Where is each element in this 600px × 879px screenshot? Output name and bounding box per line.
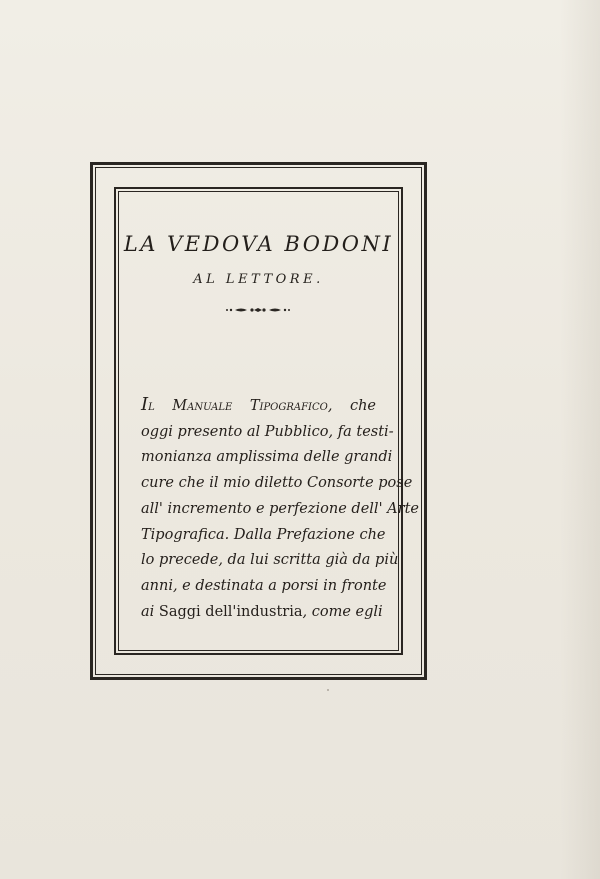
text-line-5: all' incremento e perfezione dell' Arte [141, 500, 419, 517]
text-line-7: lo precede, da lui scritta già da più [141, 552, 399, 569]
text-line-2: oggi presento al Pubblico, fa testi- [141, 423, 394, 440]
text-line-9-end: , come egli [302, 603, 383, 620]
body-paragraph [141, 392, 419, 625]
saggi-roman-text: Saggi dell'industria [158, 603, 303, 620]
text-line-9 [141, 600, 383, 626]
text-line-8: anni, e destinata a porsi in fronte [141, 577, 387, 594]
fleuron-ornament-icon [223, 304, 293, 316]
initial-letter: I [141, 394, 149, 415]
text-line-1-end: , che [327, 398, 376, 414]
page-title: LA VEDOVA BODONI [123, 232, 394, 256]
page-subtitle: AL LETTORE. [193, 272, 324, 287]
text-line-3: monianza amplissima delle grandi [141, 449, 393, 466]
text-line-1 [141, 392, 376, 420]
manual-title-smallcaps: l Manuale Tipografico [148, 398, 328, 414]
text-line-9-start: ai [141, 603, 159, 620]
text-line-4: cure che il mio diletto Consorte pose [141, 475, 413, 492]
paper-speck [327, 689, 329, 691]
text-line-6: Tipografica. Dalla Prefazione che [141, 526, 386, 543]
